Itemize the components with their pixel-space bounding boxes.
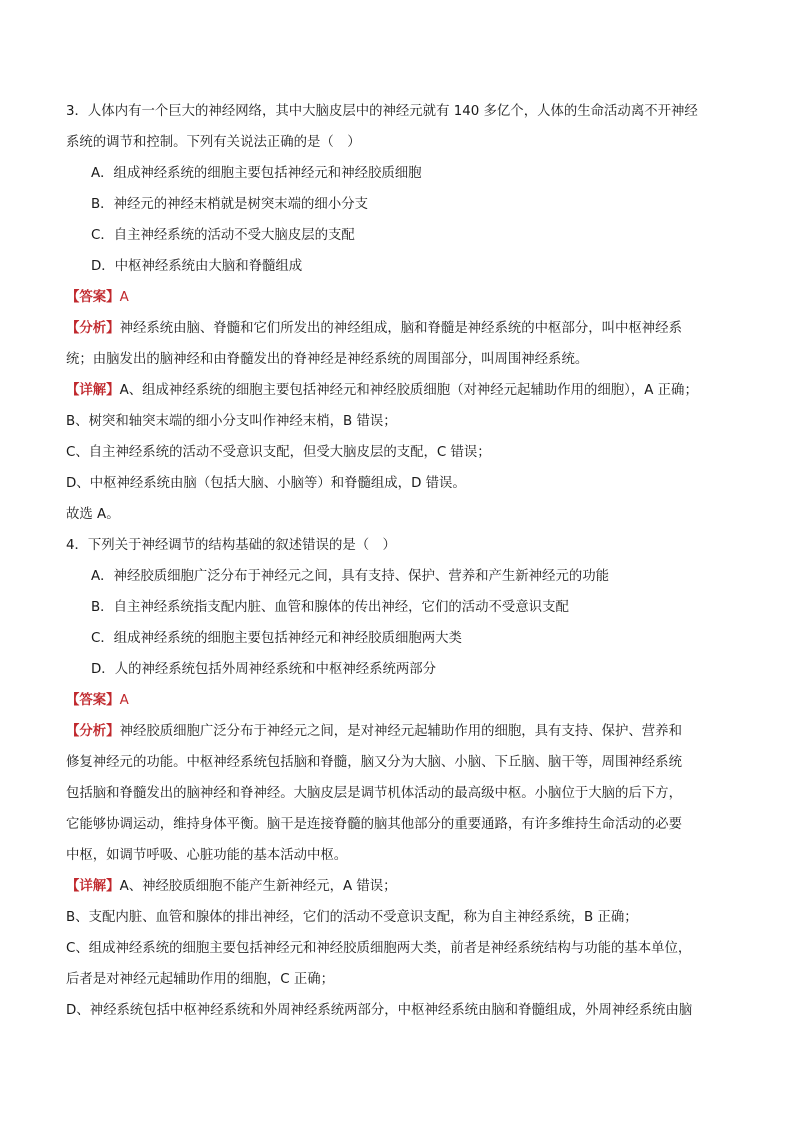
q4-option-b: B．自主神经系统指支配内脏、血管和腺体的传出神经，它们的活动不受意识支配: [91, 600, 569, 615]
q4-detail-line-4: 后者是对神经元起辅助作用的细胞，C 正确；: [66, 972, 335, 987]
q4-analysis-line-4: 它能够协调运动，维持身体平衡。脑干是连接脊髓的脑其他部分的重要通路，有许多维持生命活动的必要: [66, 817, 682, 832]
q3-detail-line-3: C、自主神经系统的活动不受意识支配，但受大脑皮层的支配，C 错误；: [66, 445, 491, 460]
q4-detail-line-2: B、支配内脏、血管和腺体的排出神经，它们的活动不受意识支配，称为自主神经系统，B 正确；: [66, 910, 638, 925]
q3-option-d: D．中枢神经系统由大脑和脊髓组成: [91, 259, 303, 274]
q4-detail-line-1: [66, 871, 728, 902]
q3-conclusion: 故选 A。: [66, 507, 120, 522]
q3-detail-line-1: [66, 375, 728, 406]
q3-analysis-tag: 【分析】: [66, 321, 120, 336]
q4-detail-tag: 【详解】: [66, 879, 120, 894]
q4-option-c: C．组成神经系统的细胞主要包括神经元和神经胶质细胞两大类: [91, 631, 462, 646]
q4-analysis-line-5: 中枢，如调节呼吸、心脏功能的基本活动中枢。: [66, 848, 348, 863]
q4-analysis-line-3: 包括脑和脊髓发出的脑神经和脊神经。大脑皮层是调节机体活动的最高级中枢。小脑位于大脑的后下方，: [66, 786, 682, 801]
q4-option-d: D．人的神经系统包括外周神经系统和中枢神经系统两部分: [91, 662, 437, 677]
q3-detail-text-1: A、组成神经系统的细胞主要包括神经元和神经胶质细胞（对神经元起辅助作用的细胞），A 正确；: [119, 383, 698, 398]
q3-detail-tag: 【详解】: [66, 383, 120, 398]
q3-option-a: A．组成神经系统的细胞主要包括神经元和神经胶质细胞: [91, 166, 422, 181]
q3-option-b: B．神经元的神经末梢就是树突末端的细小分支: [91, 197, 368, 212]
q4-analysis-text-1: 神经胶质细胞广泛分布于神经元之间，是对神经元起辅助作用的细胞，具有支持、保护、营养和: [119, 724, 682, 739]
q3-answer: [66, 282, 728, 313]
q3-detail-line-4: D、中枢神经系统由脑（包括大脑、小脑等）和脊髓组成，D 错误。: [66, 476, 466, 491]
q3-analysis-line-2: 统；由脑发出的脑神经和由脊髓发出的脊神经是神经系统的周围部分，叫周围神经系统。: [66, 352, 589, 367]
q4-analysis-line-2: 修复神经元的功能。中枢神经系统包括脑和脊髓，脑又分为大脑、小脑、下丘脑、脑干等，周围神经系统: [66, 755, 682, 770]
q3-analysis-line-1: [66, 313, 728, 344]
q4-detail-line-3: C、组成神经系统的细胞主要包括神经元和神经胶质细胞两大类，前者是神经系统结构与功能的基本单位，: [66, 941, 692, 956]
q3-stem-line-2: 系统的调节和控制。下列有关说法正确的是（ ）: [66, 135, 361, 150]
q3-detail-line-2: B、树突和轴突末端的细小分支叫作神经末梢，B 错误；: [66, 414, 397, 429]
q4-analysis-line-1: [66, 716, 728, 747]
q4-detail-text-1: A、神经胶质细胞不能产生新神经元，A 错误；: [119, 879, 397, 894]
q4-stem: 4．下列关于神经调节的结构基础的叙述错误的是（ ）: [66, 538, 396, 553]
q4-answer-value: A: [119, 693, 129, 708]
q3-option-c: C．自主神经系统的活动不受大脑皮层的支配: [91, 228, 355, 243]
q4-answer: [66, 685, 728, 716]
q4-answer-tag: 【答案】: [66, 693, 120, 708]
q3-answer-value: A: [119, 290, 129, 305]
q3-analysis-text-1: 神经系统由脑、脊髓和它们所发出的神经组成，脑和脊髓是神经系统的中枢部分，叫中枢神经系: [119, 321, 682, 336]
q3-answer-tag: 【答案】: [66, 290, 120, 305]
q4-option-a: A．神经胶质细胞广泛分布于神经元之间，具有支持、保护、营养和产生新神经元的功能: [91, 569, 610, 584]
q4-analysis-tag: 【分析】: [66, 724, 120, 739]
q4-detail-line-5: D、神经系统包括中枢神经系统和外周神经系统两部分，中枢神经系统由脑和脊髓组成，外周神经系统由脑: [66, 1003, 693, 1018]
q3-stem-line-1: 3．人体内有一个巨大的神经网络，其中大脑皮层中的神经元就有 140 多亿个，人体的生命活动离不开神经: [66, 104, 698, 119]
